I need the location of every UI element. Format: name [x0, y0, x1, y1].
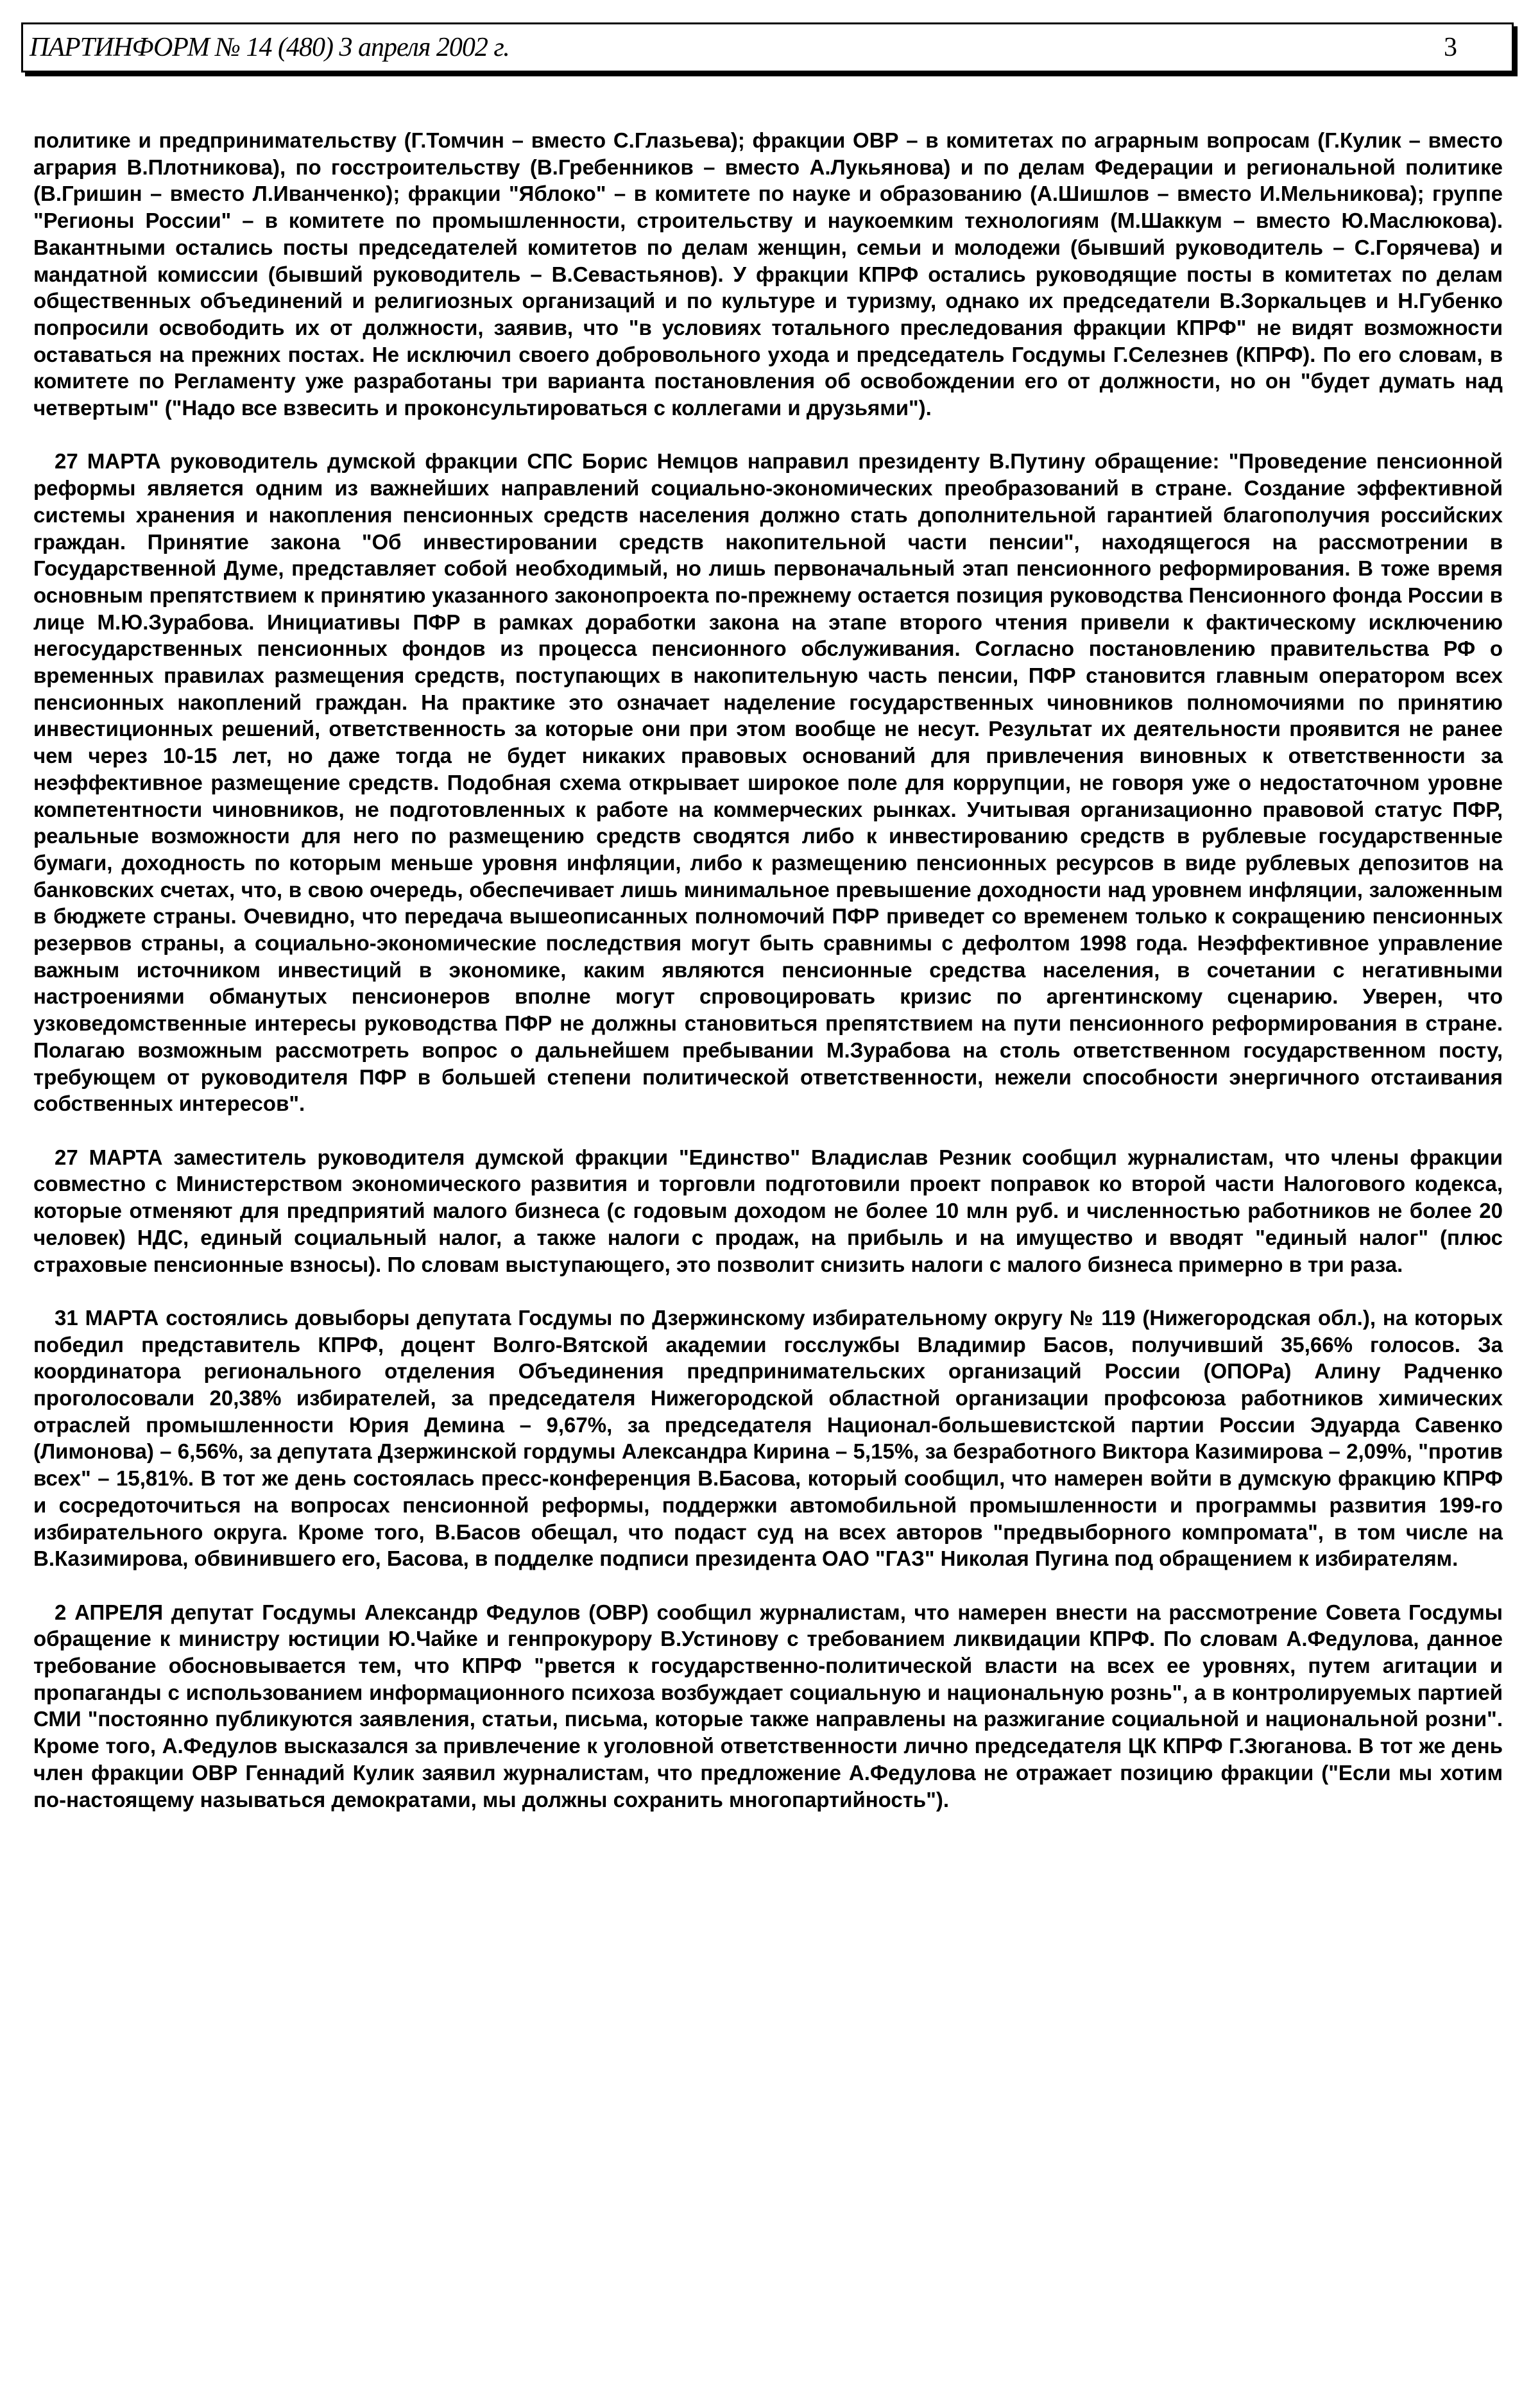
- paragraph-text: состоялись довыборы депутата Госдумы по Дзержинскому избирательному округу № 119 (Нижегородская обл.), на которых победил представитель КПРФ, доцент Волго-Вятской академии госслужбы Владимир Басов, получивший 35,66% голосов. За координатора регионального отделения Объединения предпринимательских организаций России (ОПОРа) Алину Радченко проголосовали 20,38% избирателей, за председателя Нижегородской областной организации профсоюза работников химических отраслей промышленности Юрия Демина – 9,67%, за председателя Национал-большевистской партии России Эдуарда Савенко (Лимонова) – 6,56%, за депутата Дзержинской гордумы Александра Кирина – 5,15%, за безработного Виктора Казимирова – 2,09%, "против всех" – 15,81%. В тот же день состоялась пресс-конференция В.Басова, который сообщил, что намерен войти в думскую фракцию КПРФ и сосредоточиться на вопросах пенсионной реформы, поддержки автомобильной промышленности и программы развития 199-го избирательного округа. Кроме того, В.Басов обещал, что подаст суд на всех авторов "предвыборного компромата", в том числе на В.Казимирова, обвинившего его, Басова, в подделке подписи президента ОАО "ГАЗ" Николая Пугина под обращением к избирателям.: [33, 1305, 1503, 1571]
- date-lead: 27 МАРТА: [55, 1145, 163, 1169]
- page-number: 3: [1444, 33, 1457, 62]
- date-lead: 31 МАРТА: [55, 1305, 159, 1330]
- page-header: [21, 22, 1514, 73]
- news-item-paragraph: [33, 1305, 1503, 1572]
- article-body: [33, 127, 1503, 1840]
- paragraph-continuation: [33, 127, 1503, 422]
- news-item-paragraph: [33, 448, 1503, 1117]
- date-lead: 27 МАРТА: [55, 449, 161, 474]
- paragraph-text: заместитель руководителя думской фракции "Единство" Владислав Резник сообщил журналистам, что члены фракции совместно с Министерством экономического развития и торговли подготовили проект поправок ко второй части Налогового кодекса, которые отменяют для предприятий малого бизнеса (с годовым доходом не более 10 млн руб. и численностью работников не более 20 человек) НДС, единый социальный налог, а также налоги с продаж, на прибыль и на имущество и вводят "единый налог" (плюс страховые пенсионные взносы). По словам выступающего, это позволит снизить налоги с малого бизнеса примерно в три раза.: [33, 1145, 1503, 1276]
- publication-title: ПАРТИНФОРМ № 14 (480) 3 апреля 2002 г.: [30, 33, 509, 62]
- news-item-paragraph: [33, 1599, 1503, 1813]
- paragraph-text: депутат Госдумы Александр Федулов (ОВР) сообщил журналистам, что намерен внести на рассмотрение Совета Госдумы обращение к министру юстиции Ю.Чайке и генпрокурору В.Устинову с требованием ликвидации КПРФ. По словам А.Федулова, данное требование обосновывается тем, что КПРФ "рвется к государственно-политической власти на всех ее уровнях, путем агитации и пропаганды с использованием информационного психоза возбуждает социальную и национальную рознь", а в контролируемых партией СМИ "постоянно публикуются заявления, статьи, письма, которые также направлены на разжигание социальной и национальной розни". Кроме того, А.Федулов высказался за привлечение к уголовной ответственности лично председателя ЦК КПРФ Г.Зюганова. В тот же день член фракции ОВР Геннадий Кулик заявил журналистам, что предложение А.Федулова не отражает позицию фракции ("Если мы хотим по-настоящему называться демократами, мы должны сохранить многопартийность").: [33, 1600, 1503, 1812]
- paragraph-text: руководитель думской фракции СПС Борис Немцов направил президенту В.Путину обращение: "Проведение пенсионной реформы является одним из важнейших направлений социально-экономических преобразований в стране. Создание эффективной системы хранения и накопления пенсионных средств населения должно стать дополнительной гарантией благополучия российских граждан. Принятие закона "Об инвестировании средств накопительной части пенсии", находящегося на рассмотрении в Государственной Думе, представляет собой необходимый, но лишь первоначальный этап пенсионного реформирования. В тоже время основным препятствием к принятию указанного законопроекта по-прежнему остается позиция руководства Пенсионного фонда России в лице М.Ю.Зурабова. Инициативы ПФР в рамках доработки закона на этапе второго чтения привели к фактическому исключению негосударственных пенсионных фондов из процесса пенсионного обслуживания. Согласно постановлению правительства РФ о временных правилах размещения средств, поступающих в накопительную часть пенсии, ПФР становится главным оператором всех пенсионных накоплений граждан. На практике это означает наделение государственных чиновников полномочиями по принятию инвестиционных решений, ответственность за которые они при этом вообще не несут. Результат их деятельности проявится не ранее чем через 10-15 лет, но даже тогда не будет никаких правовых оснований для привлечения виновных к ответственности за неэффективное размещение средств. Подобная схема открывает широкое поле для коррупции, не говоря уже о недостаточном уровне компетентности чиновников, не подготовленных к работе на коммерческих рынках. Учитывая организационно правовой статус ПФР, реальные возможности для него по размещению средств сводятся либо к инвестированию средств в рублевые государственные бумаги, доходность по которым меньше уровня инфляции, либо к размещению пенсионных ресурсов в виде рублевых депозитов на банковских счетах, что, в свою очередь, обеспечивает лишь минимальное превышение доходности над уровнем инфляции, заложенным в бюджете страны. Очевидно, что передача вышеописанных полномочий ПФР приведет со временем только к сокращению пенсионных резервов страны, а социально-экономические последствия могут быть сравнимы с дефолтом 1998 года. Неэффективное управление важным источником инвестиций в экономике, каким являются пенсионные средства населения, в сочетании с негативными настроениями обманутых пенсионеров вполне могут спровоцировать кризис по аргентинскому сценарию. Уверен, что узковедомственные интересы руководства ПФР не должны становиться препятствием на пути пенсионного реформирования в стране. Полагаю возможным рассмотреть вопрос о дальнейшем пребывании М.Зурабова на столь ответственном государственном посту, требующем от руководителя ПФР в большей степени политической ответственности, нежели способности энергичного отстаивания собственных интересов".: [33, 449, 1503, 1116]
- news-item-paragraph: [33, 1144, 1503, 1278]
- paragraph-text: политике и предпринимательству (Г.Томчин – вместо С.Глазьева); фракции ОВР – в комитетах по аграрным вопросам (Г.Кулик – вместо агрария В.Плотникова), по госстроительству (В.Гребенников – вместо А.Лукьянова) и по делам Федерации и региональной политике (В.Гришин – вместо Л.Иванченко); фракции "Яблоко" – в комитете по науке и образованию (А.Шишлов – вместо И.Мельникова); группе "Регионы России" – в комитете по промышленности, строительству и наукоемким технологиям (М.Шаккум – вместо Ю.Маслюкова). Вакантными остались посты председателей комитетов по делам женщин, семьи и молодежи (бывший руководитель – С.Горячева) и мандатной комиссии (бывший руководитель – В.Севастьянов). У фракции КПРФ остались руководящие посты в комитетах по делам общественных объединений и религиозных организаций и по культуре и туризму, однако их председатели В.Зоркальцев и Н.Губенко попросили освободить их от должности, заявив, что "в условиях тотального преследования фракции КПРФ" не видят возможности оставаться на прежних постах. Не исключил своего добровольного ухода и председатель Госдумы Г.Селезнев (КПРФ). По его словам, в комитете по Регламенту уже разработаны три варианта постановления об освобождении его от должности, но он "будет думать над четвертым" ("Надо все взвесить и проконсультироваться с коллегами и друзьями").: [33, 128, 1503, 420]
- date-lead: 2 АПРЕЛЯ: [55, 1600, 164, 1624]
